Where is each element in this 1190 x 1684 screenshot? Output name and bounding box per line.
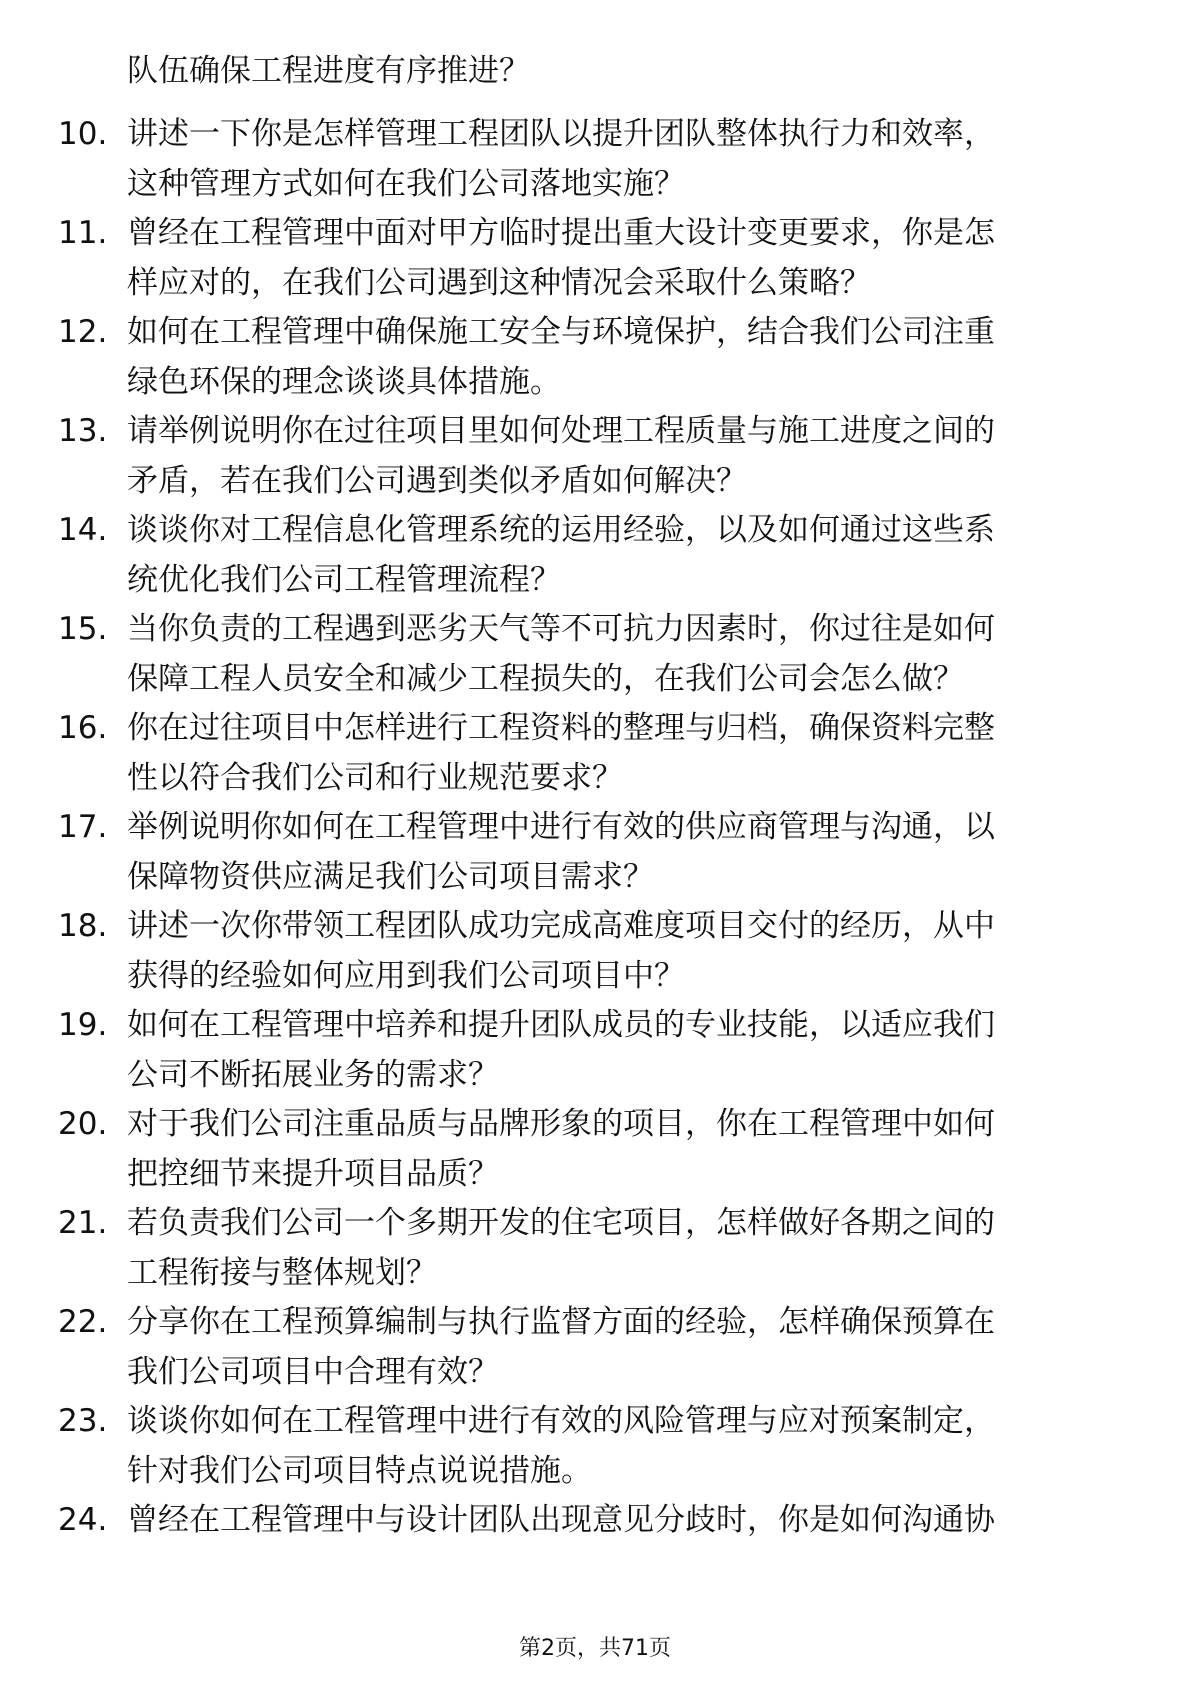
question-number: 16. (58, 710, 108, 746)
question-text-line: 谈谈你对工程信息化管理系统的运用经验，以及如何通过这些系 (127, 512, 995, 548)
question-text-line: 保障物资供应满足我们公司项目需求？ (127, 859, 654, 895)
question-text (127, 406, 1137, 506)
question-text-line: 公司不断拓展业务的需求？ (127, 1057, 499, 1093)
question-text-line: 样应对的，在我们公司遇到这种情况会采取什么策略？ (127, 265, 871, 301)
question-text-line: 请举例说明你在过往项目里如何处理工程质量与施工进度之间的 (127, 413, 995, 449)
question-number: 19. (58, 1007, 108, 1043)
question-text-line: 绿色环保的理念谈谈具体措施。 (127, 364, 561, 400)
question-item (0, 703, 1190, 802)
question-item (0, 1000, 1190, 1099)
question-text (127, 1396, 1137, 1496)
question-text-line: 分享你在工程预算编制与执行监督方面的经验，怎样确保预算在 (127, 1304, 995, 1340)
question-text-line: 这种管理方式如何在我们公司落地实施？ (127, 166, 685, 202)
question-text-line: 你在过往项目中怎样进行工程资料的整理与归档，确保资料完整 (127, 710, 995, 746)
question-text-line: 获得的经验如何应用到我们公司项目中？ (127, 958, 685, 994)
question-text (127, 1495, 1137, 1545)
question-number: 11. (58, 215, 108, 251)
question-number: 21. (58, 1205, 108, 1241)
question-number: 10. (58, 116, 108, 152)
question-text (127, 208, 1137, 308)
question-text (127, 1198, 1137, 1298)
question-number: 13. (58, 413, 108, 449)
question-item (0, 109, 1190, 208)
question-number: 23. (58, 1403, 108, 1439)
question-item (0, 1099, 1190, 1198)
question-item (0, 802, 1190, 901)
question-text-line: 工程衔接与整体规划？ (127, 1255, 437, 1291)
question-text-line: 讲述一次你带领工程团队成功完成高难度项目交付的经历，从中 (127, 908, 995, 944)
question-number: 17. (58, 809, 108, 845)
question-text (127, 802, 1137, 902)
question-text-line: 曾经在工程管理中与设计团队出现意见分歧时，你是如何沟通协 (127, 1502, 995, 1538)
continued-question-text: 队伍确保工程进度有序推进？ (127, 53, 530, 89)
question-number: 12. (58, 314, 108, 350)
question-item (0, 901, 1190, 1000)
question-item (0, 1198, 1190, 1297)
question-text (127, 1000, 1137, 1100)
question-item (0, 406, 1190, 505)
question-number: 24. (58, 1502, 108, 1538)
question-item (0, 1495, 1190, 1594)
question-item (0, 1396, 1190, 1495)
question-number: 20. (58, 1106, 108, 1142)
question-text (127, 109, 1137, 209)
question-text-line: 针对我们公司项目特点说说措施。 (127, 1453, 592, 1489)
question-text-line: 若负责我们公司一个多期开发的住宅项目，怎样做好各期之间的 (127, 1205, 995, 1241)
question-item (0, 505, 1190, 604)
question-text-line: 曾经在工程管理中面对甲方临时提出重大设计变更要求，你是怎 (127, 215, 995, 251)
question-text-line: 对于我们公司注重品质与品牌形象的项目，你在工程管理中如何 (127, 1106, 995, 1142)
question-text (127, 1297, 1137, 1397)
page-footer: 第2页，共71页 (519, 1636, 671, 1661)
question-text (127, 703, 1137, 803)
question-number: 22. (58, 1304, 108, 1340)
question-text-line: 统优化我们公司工程管理流程？ (127, 562, 561, 598)
question-text (127, 307, 1137, 407)
question-item (0, 307, 1190, 406)
question-text-line: 谈谈你如何在工程管理中进行有效的风险管理与应对预案制定， (127, 1403, 995, 1439)
question-text-line: 保障工程人员安全和减少工程损失的，在我们公司会怎么做？ (127, 661, 964, 697)
question-item (0, 208, 1190, 307)
question-text (127, 901, 1137, 1001)
question-text (127, 505, 1137, 605)
question-text (127, 604, 1137, 704)
question-number: 15. (58, 611, 108, 647)
question-text-line: 当你负责的工程遇到恶劣天气等不可抗力因素时，你过往是如何 (127, 611, 995, 647)
question-text-line: 讲述一下你是怎样管理工程团队以提升团队整体执行力和效率， (127, 116, 995, 152)
question-text-line: 如何在工程管理中培养和提升团队成员的专业技能，以适应我们 (127, 1007, 995, 1043)
question-item (0, 1297, 1190, 1396)
question-text-line: 我们公司项目中合理有效？ (127, 1354, 499, 1390)
question-text (127, 1099, 1137, 1199)
question-text-line: 把控细节来提升项目品质？ (127, 1156, 499, 1192)
question-text-line: 矛盾，若在我们公司遇到类似矛盾如何解决？ (127, 463, 747, 499)
question-text-line: 如何在工程管理中确保施工安全与环境保护，结合我们公司注重 (127, 314, 995, 350)
question-text-line: 性以符合我们公司和行业规范要求？ (127, 760, 623, 796)
question-text-line: 举例说明你如何在工程管理中进行有效的供应商管理与沟通，以 (127, 809, 995, 845)
question-number: 18. (58, 908, 108, 944)
question-number: 14. (58, 512, 108, 548)
question-list (0, 109, 1190, 1594)
question-item (0, 604, 1190, 703)
